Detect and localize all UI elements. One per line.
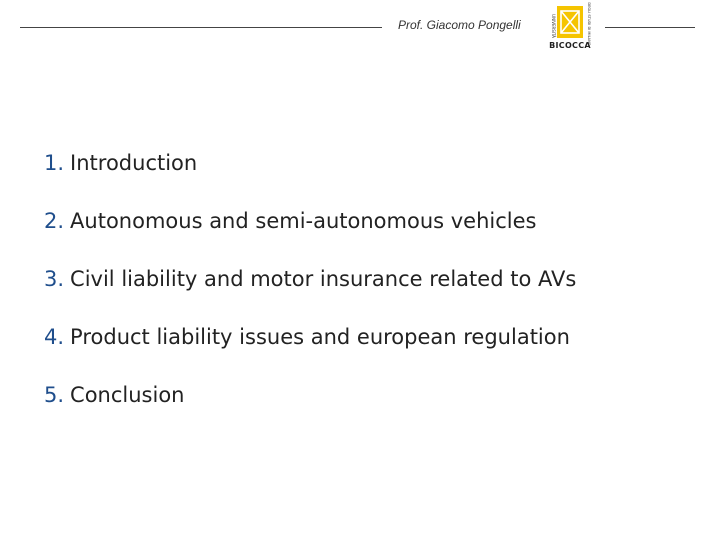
author-name: Prof. Giacomo Pongelli [398,18,521,32]
toc-item-number: 5. [44,383,65,407]
toc-item-label: Introduction [70,151,198,175]
header-divider-right [605,27,695,28]
header-divider-left [20,27,382,28]
logo-bottom-text: BICOCCA [549,41,591,50]
toc-item-label: Conclusion [70,383,185,407]
toc-item-label: Autonomous and semi-autonomous vehicles [70,209,537,233]
toc-item-introduction [44,148,576,206]
toc-item-label: Product liability issues and european regulation [70,325,570,349]
logo-right-text: DEGLI STUDI DI MILANO [587,2,591,46]
toc-item-autonomous-vehicles [44,206,576,264]
toc-item-number: 4. [44,325,65,349]
toc-item-civil-liability [44,264,576,322]
toc-item-product-liability [44,322,576,380]
toc-item-conclusion [44,380,576,438]
toc-item-label: Civil liability and motor insurance related to AVs [70,267,577,291]
university-logo [546,2,594,52]
logo-left-text: UNIVERSITÀ [551,14,556,38]
toc-item-number: 3. [44,267,65,291]
toc-item-number: 2. [44,209,65,233]
table-of-contents [44,148,576,438]
toc-item-number: 1. [44,151,65,175]
